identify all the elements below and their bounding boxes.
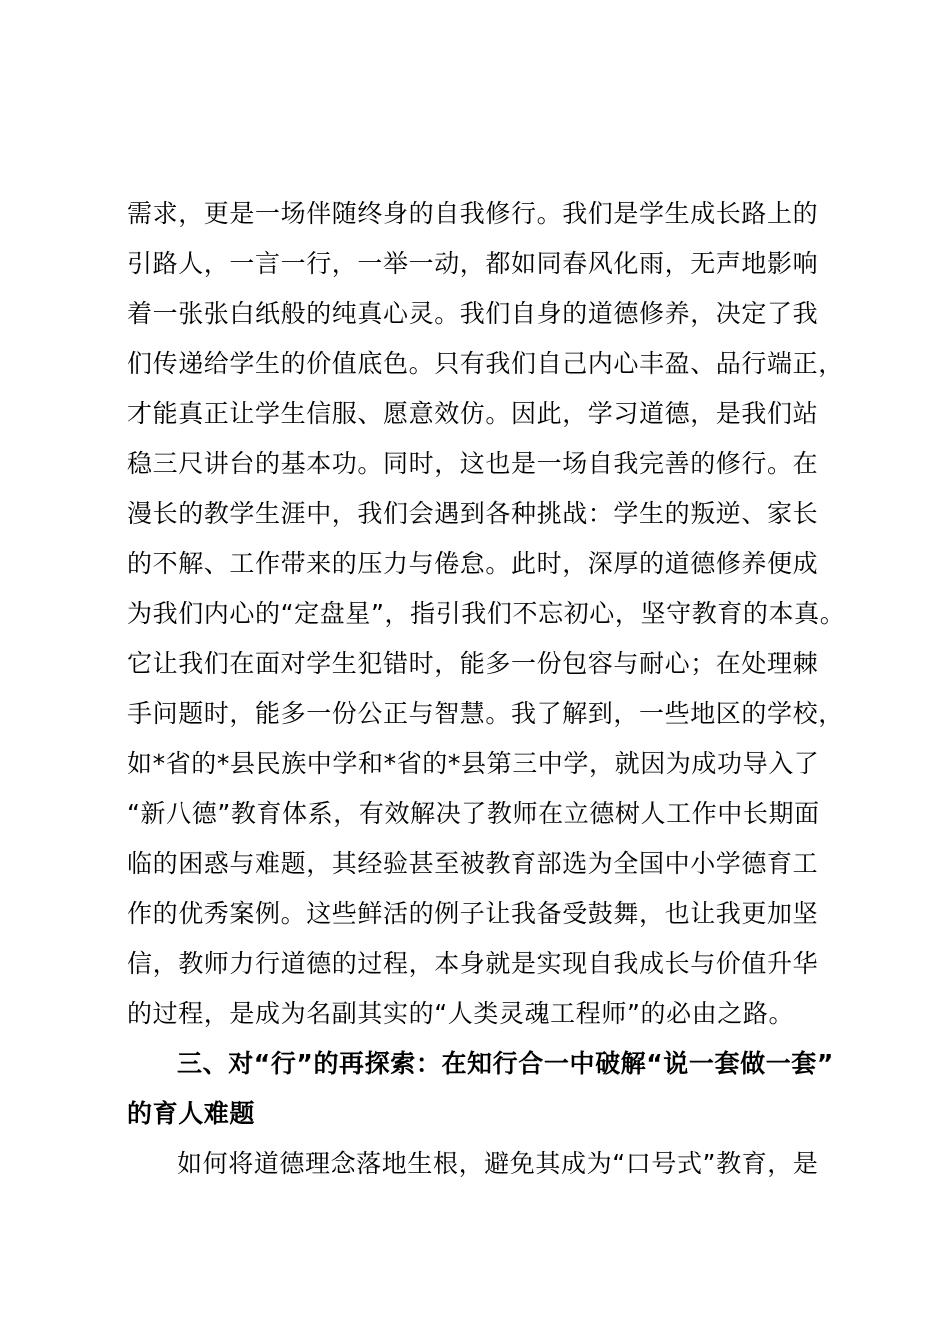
body-line: 漫长的教学生涯中，我们会遇到各种挑战：学生的叛逆、家长 xyxy=(127,499,819,528)
body-line: 着一张张白纸般的纯真心灵。我们自身的道德修养，决定了我 xyxy=(127,299,819,328)
body-line: 作的优秀案例。这些鲜活的例子让我备受鼓舞，也让我更加坚 xyxy=(127,899,819,928)
body-line: “新八德”教育体系，有效解决了教师在立德树人工作中长期面 xyxy=(127,799,820,828)
body-line: 信，教师力行道德的过程，本身就是实现自我成长与价值升华 xyxy=(127,949,819,978)
body-line: 如*省的*县民族中学和*省的*县第三中学，就因为成功导入了 xyxy=(127,749,820,778)
section-heading-line-2: 的育人难题 xyxy=(127,1099,256,1128)
body-line: 它让我们在面对学生犯错时，能多一份包容与耐心；在处理棘 xyxy=(127,649,819,678)
body-line: 手问题时，能多一份公正与智慧。我了解到，一些地区的学校， xyxy=(127,699,844,728)
paragraph-start-line: 如何将道德理念落地生根，避免其成为“口号式”教育，是 xyxy=(177,1149,819,1178)
body-line: 的过程，是成为名副其实的“人类灵魂工程师”的必由之路。 xyxy=(127,999,795,1028)
body-line: 需求，更是一场伴随终身的自我修行。我们是学生成长路上的 xyxy=(127,199,819,228)
body-line: 临的困惑与难题，其经验甚至被教育部选为全国中小学德育工 xyxy=(127,849,819,878)
body-line: 们传递给学生的价值底色。只有我们自己内心丰盈、品行端正， xyxy=(127,349,844,378)
section-heading-line-1: 三、对“行”的再探索：在知行合一中破解“说一套做一套” xyxy=(177,1049,834,1078)
body-line: 稳三尺讲台的基本功。同时，这也是一场自我完善的修行。在 xyxy=(127,449,819,478)
body-line: 的不解、工作带来的压力与倦怠。此时，深厚的道德修养便成 xyxy=(127,549,819,578)
body-line: 为我们内心的“定盘星”，指引我们不忘初心，坚守教育的本真。 xyxy=(127,599,846,628)
body-line: 才能真正让学生信服、愿意效仿。因此，学习道德，是我们站 xyxy=(127,399,819,428)
body-line: 引路人，一言一行，一举一动，都如同春风化雨，无声地影响 xyxy=(127,249,819,278)
